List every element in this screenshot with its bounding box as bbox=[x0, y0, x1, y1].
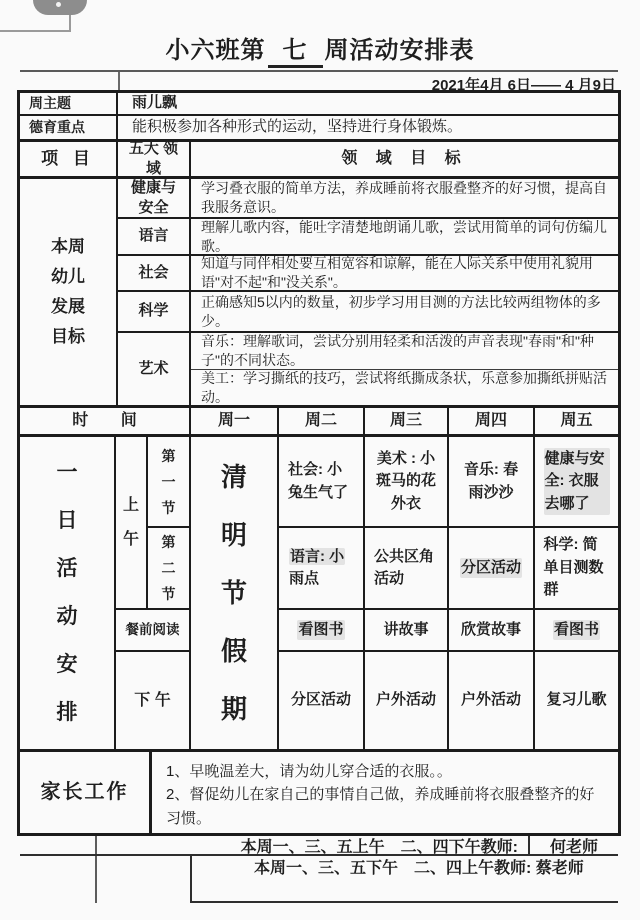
parents-work-item-2: 2、督促幼儿在家自己的事情自己做，养成睡前将衣服叠整齐的好习惯。 bbox=[166, 786, 595, 827]
goal-domain-science: 科学 bbox=[118, 292, 191, 333]
cell-reading-thursday: 欣赏故事 bbox=[449, 610, 535, 652]
teachers-line-1-name: 何老师 bbox=[528, 836, 618, 854]
period1-label-text: 第一节 bbox=[161, 447, 176, 516]
cell-reading-tuesday bbox=[279, 610, 365, 652]
goal-target-health: 学习叠衣服的简单方法，养成睡前将衣服叠整齐的好习惯，提高自我服务意识。 bbox=[191, 179, 618, 219]
cell-period1-thursday bbox=[449, 437, 535, 528]
day-header-wednesday: 周三 bbox=[365, 408, 449, 437]
goal-domain-health bbox=[118, 179, 191, 219]
reading-label-text: 餐前阅读 bbox=[125, 622, 180, 638]
period2-label-text: 第二节 bbox=[161, 534, 176, 602]
afternoon-label: 下 午 bbox=[116, 652, 191, 752]
cell-period1-thursday-text: 音乐: 春雨沙沙 bbox=[463, 461, 519, 501]
title-suffix: 周活动安排表 bbox=[324, 37, 475, 64]
cell-period1-tuesday bbox=[279, 437, 365, 528]
goal-target-science: 正确感知5以内的数量，初步学习用目测的方法比较两组物体的多少。 bbox=[191, 292, 618, 333]
cell-afternoon-tuesday: 分区活动 bbox=[279, 652, 365, 752]
cell-afternoon-thursday: 户外活动 bbox=[449, 652, 535, 752]
teachers-line-1-text: 本周一、三、五上午 二、四下午教师: bbox=[240, 838, 518, 856]
target-header: 领 域 目 标 bbox=[191, 142, 618, 179]
cell-period1-friday-text: 健康与安全: 衣服去哪了 bbox=[544, 448, 610, 516]
morning-label bbox=[116, 437, 148, 610]
cell-period2-tuesday-highlight: 语言: 小 bbox=[290, 547, 345, 565]
reading-label bbox=[116, 610, 191, 652]
project-header: 项 目 bbox=[20, 142, 118, 179]
moral-label: 德育重点 bbox=[20, 116, 118, 142]
cell-period1-wednesday bbox=[365, 437, 449, 528]
parents-work-content bbox=[152, 752, 618, 833]
cell-period2-wednesday bbox=[365, 528, 449, 610]
cell-afternoon-friday: 复习儿歌 bbox=[535, 652, 618, 752]
monday-holiday-text: 清明节假期 bbox=[220, 462, 247, 724]
goal-domain-art: 艺术 bbox=[118, 333, 191, 408]
schedule-left-title-text: 一日活动安排 bbox=[56, 461, 78, 724]
day-header-friday: 周五 bbox=[535, 408, 618, 437]
cell-reading-tuesday-text: 看图书 bbox=[297, 620, 344, 640]
cell-reading-friday bbox=[535, 610, 618, 652]
top-button[interactable] bbox=[33, 0, 87, 15]
goals-title-text: 本周幼儿发展目标 bbox=[51, 237, 85, 346]
goal-target-art-craft: 美工：学习撕纸的技巧，尝试将纸撕成条状，乐意参加撕纸拼贴活动。 bbox=[191, 370, 618, 408]
moral-value: 能积极参加各种形式的运动，坚持进行身体锻炼。 bbox=[118, 116, 618, 142]
goal-target-language: 理解儿歌内容，能吐字清楚地朗诵儿歌，尝试用简单的词句仿编儿歌。 bbox=[191, 219, 618, 256]
goal-domain-social: 社会 bbox=[118, 256, 191, 292]
cell-period1-friday bbox=[535, 437, 618, 528]
date-range: 2021年4月 6日—— 4 月9日 bbox=[431, 77, 616, 94]
goals-title bbox=[20, 179, 118, 408]
goal-target-art-music: 音乐：理解歌词，尝试分别用轻柔和活泼的声音表现"春雨"和"种子"的不同状态。 bbox=[191, 333, 618, 370]
goal-domain-language: 语言 bbox=[118, 219, 191, 256]
schedule-table bbox=[17, 90, 621, 836]
cell-period2-tuesday-text bbox=[289, 546, 353, 591]
cell-afternoon-wednesday: 户外活动 bbox=[365, 652, 449, 752]
parents-work-label: 家长工作 bbox=[20, 752, 152, 833]
cell-period1-wednesday-text: 美术 : 小斑马的花外衣 bbox=[375, 449, 436, 512]
day-header-tuesday: 周二 bbox=[279, 408, 365, 437]
top-button-dot-icon bbox=[56, 2, 61, 7]
time-header: 时 间 bbox=[20, 408, 191, 437]
theme-value: 雨儿飘 bbox=[118, 93, 618, 116]
cell-reading-wednesday: 讲故事 bbox=[365, 610, 449, 652]
domain-header-text: 五大 领域 bbox=[128, 139, 179, 177]
title-week-number: 七 bbox=[268, 30, 323, 68]
cell-period1-tuesday-text: 社会: 小兔生气了 bbox=[288, 461, 349, 501]
period1-label bbox=[148, 437, 191, 528]
day-header-monday: 周一 bbox=[191, 408, 279, 437]
cell-period2-friday bbox=[535, 528, 618, 610]
cell-reading-friday-text: 看图书 bbox=[553, 620, 600, 640]
cell-period2-friday-text: 科学: 简单目测数群 bbox=[543, 536, 604, 599]
theme-label: 周主题 bbox=[20, 93, 118, 116]
monday-holiday-note bbox=[191, 437, 279, 752]
goal-domain-health-text: 健康与安全 bbox=[130, 178, 176, 216]
morning-label-text: 上午 bbox=[122, 496, 139, 548]
day-header-thursday: 周四 bbox=[449, 408, 535, 437]
cell-period2-tuesday-rest: 雨点 bbox=[289, 570, 320, 587]
goal-target-social: 知道与同伴相处要互相宽容和谅解，能在人际关系中使用礼貌用语"对不起"和"没关系"。 bbox=[191, 256, 618, 292]
page-title bbox=[0, 30, 640, 68]
teachers-line-1 bbox=[20, 836, 618, 856]
title-prefix: 小六班第 bbox=[165, 37, 266, 64]
period2-label bbox=[148, 528, 191, 610]
parents-work-item-1: 1、早晚温差大，请为幼儿穿合适的衣服。。 bbox=[166, 763, 452, 780]
teachers-line-2: 本周一、三、五下午 二、四上午教师: 蔡老师 bbox=[190, 856, 618, 903]
cell-period2-thursday bbox=[449, 528, 535, 610]
cell-period2-wednesday-text: 公共区角活动 bbox=[374, 547, 435, 587]
domain-header bbox=[118, 139, 191, 179]
cell-period2-thursday-text: 分区活动 bbox=[460, 558, 522, 578]
schedule-left-title bbox=[20, 437, 116, 752]
cell-period2-tuesday bbox=[279, 528, 365, 610]
